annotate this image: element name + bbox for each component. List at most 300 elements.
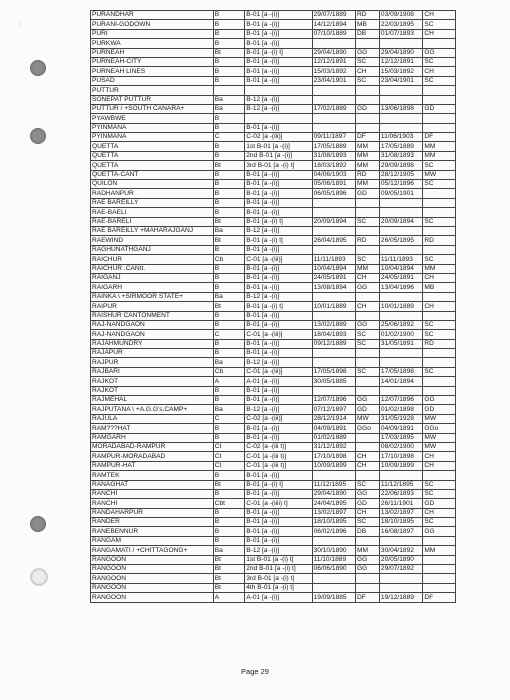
office-name-cell: RANGOON: [91, 583, 214, 592]
late-date-cell: [379, 574, 422, 583]
type-cell: B-01 [a -(i)]: [245, 39, 312, 48]
late-initials-cell: SC: [423, 330, 456, 339]
early-initials-cell: [356, 358, 380, 367]
late-date-cell: 29/07/1892: [379, 565, 422, 574]
late-date-cell: 10/04/1894: [379, 264, 422, 273]
table-row: [91, 283, 456, 292]
class-cell: B: [213, 245, 245, 254]
late-date-cell: 11/06/1903: [379, 133, 422, 142]
class-cell: B: [213, 349, 245, 358]
table-row: [91, 198, 456, 207]
class-cell: B: [213, 536, 245, 545]
table-row: [91, 424, 456, 433]
late-date-cell: 17/03/1895: [379, 433, 422, 442]
late-date-cell: 30/04/1892: [379, 546, 422, 555]
late-date-cell: [379, 583, 422, 592]
office-name-cell: RAJBARI: [91, 367, 214, 376]
office-name-cell: PYINMANA: [91, 123, 214, 132]
table-row: [91, 39, 456, 48]
class-cell: Bt: [213, 480, 245, 489]
late-initials-cell: [423, 208, 456, 217]
early-initials-cell: SC: [356, 367, 380, 376]
office-name-cell: RANGOON: [91, 555, 214, 564]
class-cell: Ba: [213, 104, 245, 113]
type-cell: C-02 [a -(iii)]: [245, 414, 312, 423]
late-initials-cell: SC: [423, 20, 456, 29]
class-cell: B: [213, 208, 245, 217]
early-initials-cell: [356, 583, 380, 592]
late-date-cell: 22/03/1895: [379, 20, 422, 29]
early-initials-cell: GD: [356, 499, 380, 508]
late-initials-cell: [423, 349, 456, 358]
late-initials-cell: SC: [423, 367, 456, 376]
type-cell: B-01 [a -(i)]: [245, 518, 312, 527]
class-cell: B: [213, 11, 245, 20]
office-name-cell: RAICHUR .CANtt.: [91, 264, 214, 273]
early-date-cell: 04/06/1903: [312, 170, 355, 179]
office-name-cell: RANDAHARPUR: [91, 508, 214, 517]
late-initials-cell: CH: [423, 11, 456, 20]
late-date-cell: 28/12/1905: [379, 170, 422, 179]
late-initials-cell: [423, 536, 456, 545]
early-initials-cell: GG: [356, 555, 380, 564]
table-row: [91, 142, 456, 151]
postmark-register-table: [90, 10, 456, 603]
late-date-cell: 29/09/1898: [379, 161, 422, 170]
early-date-cell: [312, 198, 355, 207]
late-initials-cell: SC: [423, 518, 456, 527]
class-cell: Ba: [213, 358, 245, 367]
early-date-cell: [312, 574, 355, 583]
office-name-cell: RANAGHAT: [91, 480, 214, 489]
table-row: [91, 508, 456, 517]
early-date-cell: [312, 386, 355, 395]
early-initials-cell: RD: [356, 11, 380, 20]
early-initials-cell: GD: [356, 405, 380, 414]
late-date-cell: [379, 471, 422, 480]
table-row: [91, 396, 456, 405]
office-name-cell: RAE-BAELI: [91, 208, 214, 217]
office-name-cell: PURANI-GODOWN: [91, 20, 214, 29]
early-initials-cell: [356, 245, 380, 254]
type-cell: C-01 [a -(iii t)]: [245, 461, 312, 470]
early-initials-cell: [356, 86, 380, 95]
type-cell: B-01 [a -(i)]: [245, 29, 312, 38]
register-rows: [91, 11, 456, 603]
office-name-cell: PUTTUR / +SOUTH CANARA+: [91, 104, 214, 113]
office-name-cell: PURNEAH: [91, 48, 214, 57]
early-initials-cell: GG: [356, 565, 380, 574]
early-date-cell: 24/04/1895: [312, 499, 355, 508]
early-initials-cell: MM: [356, 161, 380, 170]
early-date-cell: [312, 114, 355, 123]
late-date-cell: [379, 198, 422, 207]
table-row: [91, 273, 456, 282]
late-initials-cell: SC: [423, 161, 456, 170]
type-cell: B-12 [a -(i)]: [245, 546, 312, 555]
type-cell: B-01 [a -(i)]: [245, 527, 312, 536]
type-cell: C-02 [a -(iii t)]: [245, 442, 312, 451]
early-initials-cell: [356, 198, 380, 207]
late-date-cell: [379, 292, 422, 301]
late-initials-cell: RD: [423, 236, 456, 245]
table-row: [91, 245, 456, 254]
page-number: Page 29: [241, 667, 269, 676]
late-date-cell: 17/10/1898: [379, 452, 422, 461]
office-name-cell: QUETTA: [91, 151, 214, 160]
class-cell: Ba: [213, 95, 245, 104]
type-cell: B-01 [a -(i)]: [245, 349, 312, 358]
table-row: [91, 76, 456, 85]
class-cell: B: [213, 264, 245, 273]
table-row: [91, 48, 456, 57]
class-cell: Ba: [213, 226, 245, 235]
table-row: [91, 546, 456, 555]
early-date-cell: [312, 86, 355, 95]
early-date-cell: 29/04/1890: [312, 48, 355, 57]
table-row: [91, 471, 456, 480]
type-cell: B-12 [a -(i)]: [245, 95, 312, 104]
late-initials-cell: GGo: [423, 424, 456, 433]
type-cell: B-12 [a -(i)]: [245, 104, 312, 113]
office-name-cell: RAMGARH: [91, 433, 214, 442]
early-date-cell: 10/09/1899: [312, 461, 355, 470]
early-date-cell: [312, 226, 355, 235]
type-cell: B-01 [a -(i)]: [245, 273, 312, 282]
table-row: [91, 414, 456, 423]
table-row: [91, 29, 456, 38]
office-name-cell: MORADABAD-RAMPUR: [91, 442, 214, 451]
late-date-cell: 12/12/1891: [379, 57, 422, 66]
late-initials-cell: [423, 555, 456, 564]
office-name-cell: RAIGARH: [91, 283, 214, 292]
table-row: [91, 57, 456, 66]
late-date-cell: 13/02/1897: [379, 508, 422, 517]
class-cell: Ct: [213, 461, 245, 470]
type-cell: 2nd B-01 [a -(i)]: [245, 151, 312, 160]
office-name-cell: RAJKOT: [91, 386, 214, 395]
office-name-cell: RANEBENNUR: [91, 527, 214, 536]
office-name-cell: RAIGANJ: [91, 273, 214, 282]
early-initials-cell: [356, 95, 380, 104]
late-initials-cell: MB: [423, 283, 456, 292]
table-row: [91, 518, 456, 527]
late-initials-cell: GG: [423, 396, 456, 405]
early-initials-cell: CH: [356, 273, 380, 282]
table-row: [91, 67, 456, 76]
early-date-cell: 17/02/1889: [312, 104, 355, 113]
late-initials-cell: [423, 39, 456, 48]
late-initials-cell: [423, 471, 456, 480]
early-initials-cell: GG: [356, 320, 380, 329]
late-date-cell: 31/05/1891: [379, 339, 422, 348]
table-row: [91, 565, 456, 574]
late-date-cell: [379, 208, 422, 217]
late-initials-cell: SC: [423, 217, 456, 226]
office-name-cell: RANGOON: [91, 593, 214, 602]
late-date-cell: 16/08/1897: [379, 527, 422, 536]
early-initials-cell: [356, 386, 380, 395]
late-initials-cell: DF: [423, 133, 456, 142]
early-date-cell: [312, 208, 355, 217]
early-initials-cell: CH: [356, 67, 380, 76]
late-initials-cell: MM: [423, 151, 456, 160]
early-date-cell: 01/02/1889: [312, 433, 355, 442]
early-date-cell: 18/03/1892: [312, 161, 355, 170]
type-cell: 3rd B-01 [a -(i) t]: [245, 574, 312, 583]
late-date-cell: 05/12/1896: [379, 180, 422, 189]
table-row: [91, 499, 456, 508]
early-initials-cell: MB: [356, 20, 380, 29]
table-row: [91, 386, 456, 395]
class-cell: Bt: [213, 161, 245, 170]
late-initials-cell: MW: [423, 414, 456, 423]
early-date-cell: 06/05/1896: [312, 189, 355, 198]
class-cell: B: [213, 339, 245, 348]
punch-hole: [30, 60, 46, 76]
class-cell: B: [213, 386, 245, 395]
early-initials-cell: SC: [356, 217, 380, 226]
class-cell: B: [213, 29, 245, 38]
office-name-cell: SONEPAT PUTTUR: [91, 95, 214, 104]
late-date-cell: 01/02/1898: [379, 405, 422, 414]
early-date-cell: [312, 311, 355, 320]
early-initials-cell: RD: [356, 236, 380, 245]
class-cell: B: [213, 142, 245, 151]
table-row: [91, 114, 456, 123]
office-name-cell: PURANDHAR: [91, 11, 214, 20]
table-row: [91, 461, 456, 470]
late-date-cell: [379, 311, 422, 320]
early-initials-cell: GG: [356, 396, 380, 405]
early-date-cell: [312, 39, 355, 48]
type-cell: B-01 [a -(i) t]: [245, 480, 312, 489]
early-date-cell: 07/12/1897: [312, 405, 355, 414]
early-initials-cell: SC: [356, 330, 380, 339]
class-cell: B: [213, 320, 245, 329]
office-name-cell: RAJ-NANDGAON: [91, 330, 214, 339]
class-cell: B: [213, 123, 245, 132]
early-initials-cell: GGo: [356, 424, 380, 433]
table-row: [91, 302, 456, 311]
early-date-cell: 13/02/1889: [312, 320, 355, 329]
late-date-cell: [379, 386, 422, 395]
table-row: [91, 489, 456, 498]
early-date-cell: 06/06/1890: [312, 565, 355, 574]
type-cell: B-01 [a -(i)]: [245, 320, 312, 329]
late-date-cell: [379, 114, 422, 123]
class-cell: B: [213, 424, 245, 433]
early-date-cell: [312, 471, 355, 480]
early-date-cell: [312, 583, 355, 592]
type-cell: B-01 [a -(i)]: [245, 283, 312, 292]
table-row: [91, 536, 456, 545]
early-date-cell: 09/12/1889: [312, 339, 355, 348]
table-row: [91, 292, 456, 301]
class-cell: B: [213, 20, 245, 29]
type-cell: B-01 [a -(i) t]: [245, 302, 312, 311]
early-date-cell: 24/05/1891: [312, 273, 355, 282]
type-cell: B-01 [a -(i)]: [245, 489, 312, 498]
type-cell: 1st B-01 [a -(i) t]: [245, 555, 312, 564]
type-cell: [245, 114, 312, 123]
early-initials-cell: SC: [356, 76, 380, 85]
early-initials-cell: GD: [356, 189, 380, 198]
early-initials-cell: [356, 349, 380, 358]
class-cell: B: [213, 67, 245, 76]
early-date-cell: [312, 292, 355, 301]
punch-hole: [30, 516, 46, 532]
class-cell: Ct: [213, 452, 245, 461]
late-date-cell: 26/05/1895: [379, 236, 422, 245]
late-date-cell: 15/03/1892: [379, 67, 422, 76]
office-name-cell: RANGAMATI / +CHITTAGONG+: [91, 546, 214, 555]
class-cell: Bt: [213, 217, 245, 226]
late-initials-cell: MW: [423, 433, 456, 442]
late-initials-cell: [423, 292, 456, 301]
late-date-cell: [379, 226, 422, 235]
class-cell: B: [213, 396, 245, 405]
table-row: [91, 377, 456, 386]
office-name-cell: PUSAD: [91, 76, 214, 85]
early-date-cell: [312, 536, 355, 545]
early-initials-cell: [356, 114, 380, 123]
early-date-cell: 10/01/1889: [312, 302, 355, 311]
late-initials-cell: GG: [423, 527, 456, 536]
office-name-cell: RANGAM: [91, 536, 214, 545]
office-name-cell: RAMTEK: [91, 471, 214, 480]
early-date-cell: 30/10/1890: [312, 546, 355, 555]
late-date-cell: 09/05/1901: [379, 189, 422, 198]
office-name-cell: RANCHI: [91, 489, 214, 498]
type-cell: B-01 [a -(i) t]: [245, 236, 312, 245]
type-cell: C-01 [a -(iiii) t]: [245, 499, 312, 508]
punch-hole: [30, 568, 48, 586]
early-date-cell: 12/12/1891: [312, 57, 355, 66]
early-date-cell: 26/04/1895: [312, 236, 355, 245]
early-date-cell: 19/09/1885: [312, 593, 355, 602]
class-cell: [213, 86, 245, 95]
table-row: [91, 180, 456, 189]
office-name-cell: RAJPUTANA \ +A.G.G's.CAMP+: [91, 405, 214, 414]
punch-hole: [30, 128, 46, 144]
late-date-cell: 04/09/1891: [379, 424, 422, 433]
class-cell: B: [213, 76, 245, 85]
type-cell: 3rd B-01 [a -(i) t]: [245, 161, 312, 170]
early-initials-cell: GG: [356, 283, 380, 292]
late-initials-cell: [423, 198, 456, 207]
office-name-cell: RANCHI: [91, 499, 214, 508]
class-cell: B: [213, 508, 245, 517]
class-cell: B: [213, 39, 245, 48]
late-initials-cell: SC: [423, 57, 456, 66]
table-row: [91, 339, 456, 348]
late-date-cell: [379, 95, 422, 104]
table-row: [91, 236, 456, 245]
early-initials-cell: [356, 536, 380, 545]
early-initials-cell: DB: [356, 29, 380, 38]
class-cell: Bt: [213, 48, 245, 57]
early-initials-cell: [356, 377, 380, 386]
early-date-cell: 15/03/1892: [312, 67, 355, 76]
early-initials-cell: CH: [356, 302, 380, 311]
type-cell: B-01 [a -(i)]: [245, 20, 312, 29]
early-initials-cell: [356, 39, 380, 48]
early-initials-cell: SC: [356, 339, 380, 348]
late-initials-cell: SC: [423, 480, 456, 489]
early-date-cell: [312, 123, 355, 132]
late-date-cell: 10/01/1889: [379, 302, 422, 311]
late-date-cell: 17/05/1889: [379, 142, 422, 151]
class-cell: Ba: [213, 292, 245, 301]
type-cell: A-01 [a -(i)]: [245, 593, 312, 602]
late-initials-cell: SC: [423, 489, 456, 498]
class-cell: B: [213, 114, 245, 123]
class-cell: B: [213, 433, 245, 442]
class-cell: A: [213, 593, 245, 602]
type-cell: B-01 [a -(i)]: [245, 76, 312, 85]
early-initials-cell: [356, 433, 380, 442]
late-initials-cell: [423, 189, 456, 198]
office-name-cell: QUILON: [91, 180, 214, 189]
office-name-cell: RAE BAREILLY: [91, 198, 214, 207]
class-cell: Bt: [213, 574, 245, 583]
late-date-cell: 01/02/1900: [379, 330, 422, 339]
table-row: [91, 161, 456, 170]
late-initials-cell: GD: [423, 104, 456, 113]
table-row: [91, 311, 456, 320]
class-cell: Bt: [213, 555, 245, 564]
early-initials-cell: SC: [356, 255, 380, 264]
class-cell: Ba: [213, 405, 245, 414]
type-cell: B-12 [a -(i)]: [245, 358, 312, 367]
class-cell: Cb: [213, 367, 245, 376]
early-date-cell: 23/04/1901: [312, 76, 355, 85]
early-initials-cell: [356, 208, 380, 217]
type-cell: B-01 [a -(i)]: [245, 123, 312, 132]
type-cell: B-01 [a -(i)]: [245, 508, 312, 517]
late-initials-cell: MM: [423, 546, 456, 555]
class-cell: Ct: [213, 442, 245, 451]
late-date-cell: 19/12/1889: [379, 593, 422, 602]
late-date-cell: 25/06/1892: [379, 320, 422, 329]
type-cell: B-12 [a -(i)]: [245, 226, 312, 235]
late-initials-cell: [423, 386, 456, 395]
late-initials-cell: MM: [423, 264, 456, 273]
office-name-cell: RAE-BARELI: [91, 217, 214, 226]
late-initials-cell: [423, 226, 456, 235]
table-row: [91, 255, 456, 264]
early-initials-cell: RD: [356, 170, 380, 179]
office-name-cell: RAINKA \ +SIRMOOR STATE+: [91, 292, 214, 301]
class-cell: C: [213, 414, 245, 423]
table-row: [91, 358, 456, 367]
early-date-cell: 05/06/1891: [312, 180, 355, 189]
early-date-cell: 11/12/1895: [312, 480, 355, 489]
early-initials-cell: DB: [356, 527, 380, 536]
office-name-cell: QUETTA-CANT: [91, 170, 214, 179]
late-date-cell: 29/04/1890: [379, 48, 422, 57]
office-name-cell: RAJAHMUNDRY: [91, 339, 214, 348]
table-row: [91, 11, 456, 20]
office-name-cell: PURKWA: [91, 39, 214, 48]
late-initials-cell: [423, 574, 456, 583]
office-name-cell: PYAWBWE: [91, 114, 214, 123]
late-initials-cell: GG: [423, 48, 456, 57]
early-initials-cell: GD: [356, 104, 380, 113]
office-name-cell: RAJ-NANDGAON: [91, 320, 214, 329]
late-date-cell: [379, 245, 422, 254]
